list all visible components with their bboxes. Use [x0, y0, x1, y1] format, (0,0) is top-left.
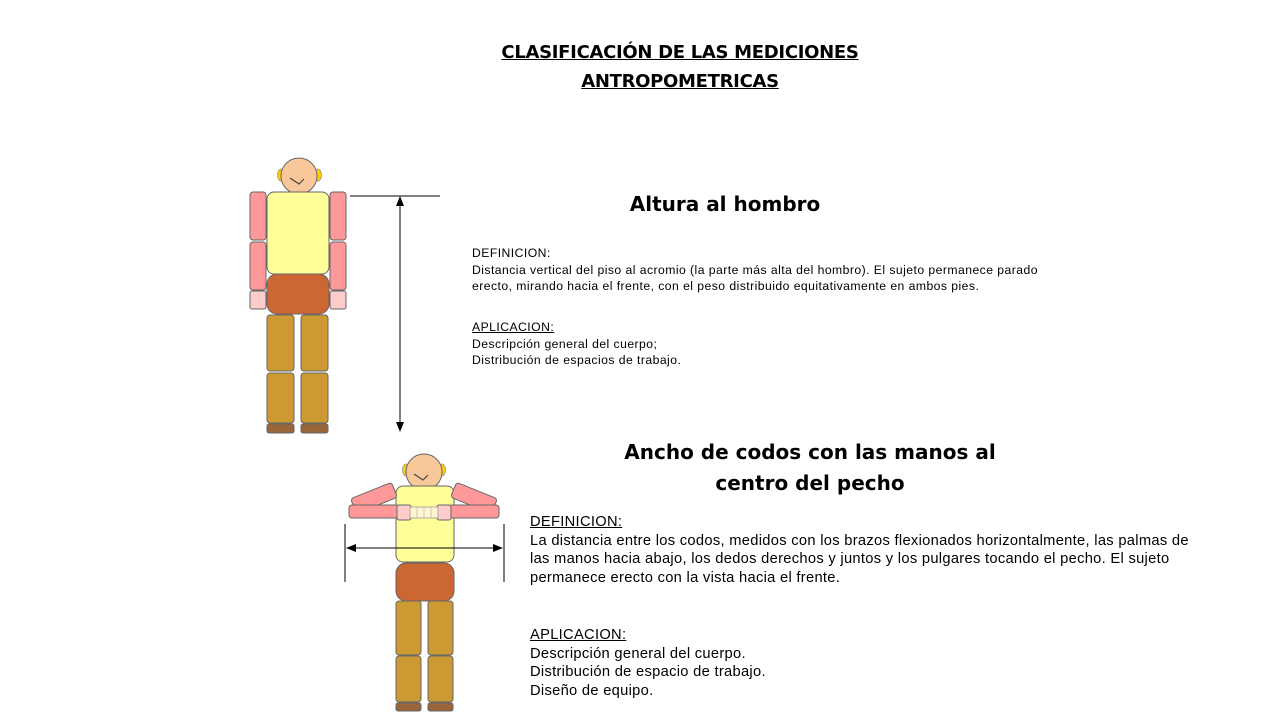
right-shin-icon	[428, 656, 453, 702]
definition-line: Distancia vertical del piso al acromio (la parte más alta del hombro). El sujeto permanece parado	[472, 262, 1038, 277]
right-shin-icon	[301, 373, 328, 423]
right-upper-arm-icon	[330, 192, 346, 240]
right-hand-icon	[437, 505, 451, 520]
application-line: Diseño de equipo.	[530, 682, 654, 699]
head-icon	[281, 158, 317, 194]
definition-label: DEFINICION:	[472, 246, 551, 260]
left-foot-icon	[396, 703, 421, 711]
left-forearm-icon	[349, 505, 399, 518]
definition-line: La distancia entre los codos, medidos con los brazos flexionados horizontalmente, las palmas de	[530, 532, 1189, 549]
left-forearm-icon	[250, 242, 266, 290]
right-hand-icon	[330, 291, 346, 309]
section-heading-line-2: centro del pecho	[715, 471, 905, 495]
definition-line: erecto, mirando hacia el frente, con el peso distribuido equitativamente en ambos pies.	[472, 279, 980, 293]
left-shin-icon	[396, 656, 421, 702]
figure-shoulder-height	[250, 158, 346, 433]
application-line: Distribución de espacio de trabajo.	[530, 664, 766, 681]
definition-block-elbow-width	[530, 513, 1189, 587]
torso-icon	[396, 486, 454, 562]
definition-label: DEFINICION:	[530, 514, 623, 530]
left-foot-icon	[267, 424, 294, 433]
torso-icon	[267, 192, 329, 274]
right-thigh-icon	[428, 601, 453, 655]
page-title-line-2: ANTROPOMETRICAS	[581, 71, 779, 92]
application-line: Distribución de espacios de trabajo.	[472, 353, 682, 367]
left-hand-icon	[250, 291, 266, 309]
left-upper-arm-icon	[250, 192, 266, 240]
shoulder-height-measure-icon	[350, 196, 440, 432]
left-hand-icon	[397, 505, 411, 520]
left-thigh-icon	[267, 315, 294, 371]
application-block-elbow-width	[530, 626, 766, 700]
application-line: Descripción general del cuerpo.	[530, 645, 746, 662]
application-block-shoulder-height	[472, 319, 681, 369]
application-label: APLICACION:	[530, 627, 627, 643]
right-foot-icon	[301, 424, 328, 433]
right-foot-icon	[428, 703, 453, 711]
section-heading-line-1: Ancho de codos con las manos al	[624, 440, 996, 464]
right-forearm-icon	[449, 505, 499, 518]
hips-icon	[396, 563, 454, 601]
right-thigh-icon	[301, 315, 328, 371]
hips-icon	[267, 274, 329, 314]
figure-elbow-width	[349, 454, 499, 711]
page-title-line-1: CLASIFICACIÓN DE LAS MEDICIONES	[501, 42, 859, 63]
definition-block-shoulder-height	[472, 245, 1038, 295]
head-icon	[406, 454, 442, 490]
application-label: APLICACION:	[472, 320, 555, 334]
section-heading-shoulder-height: Altura al hombro	[629, 192, 821, 216]
definition-line: las manos hacia abajo, los dedos derechos y juntos y los pulgares tocando el pecho. El sujeto	[530, 551, 1170, 568]
left-thigh-icon	[396, 601, 421, 655]
section-heading-elbow-width	[600, 437, 1020, 499]
definition-line: permanece erecto con la vista hacia el frente.	[530, 569, 841, 586]
right-forearm-icon	[330, 242, 346, 290]
left-shin-icon	[267, 373, 294, 423]
application-line: Descripción general del cuerpo;	[472, 336, 658, 351]
